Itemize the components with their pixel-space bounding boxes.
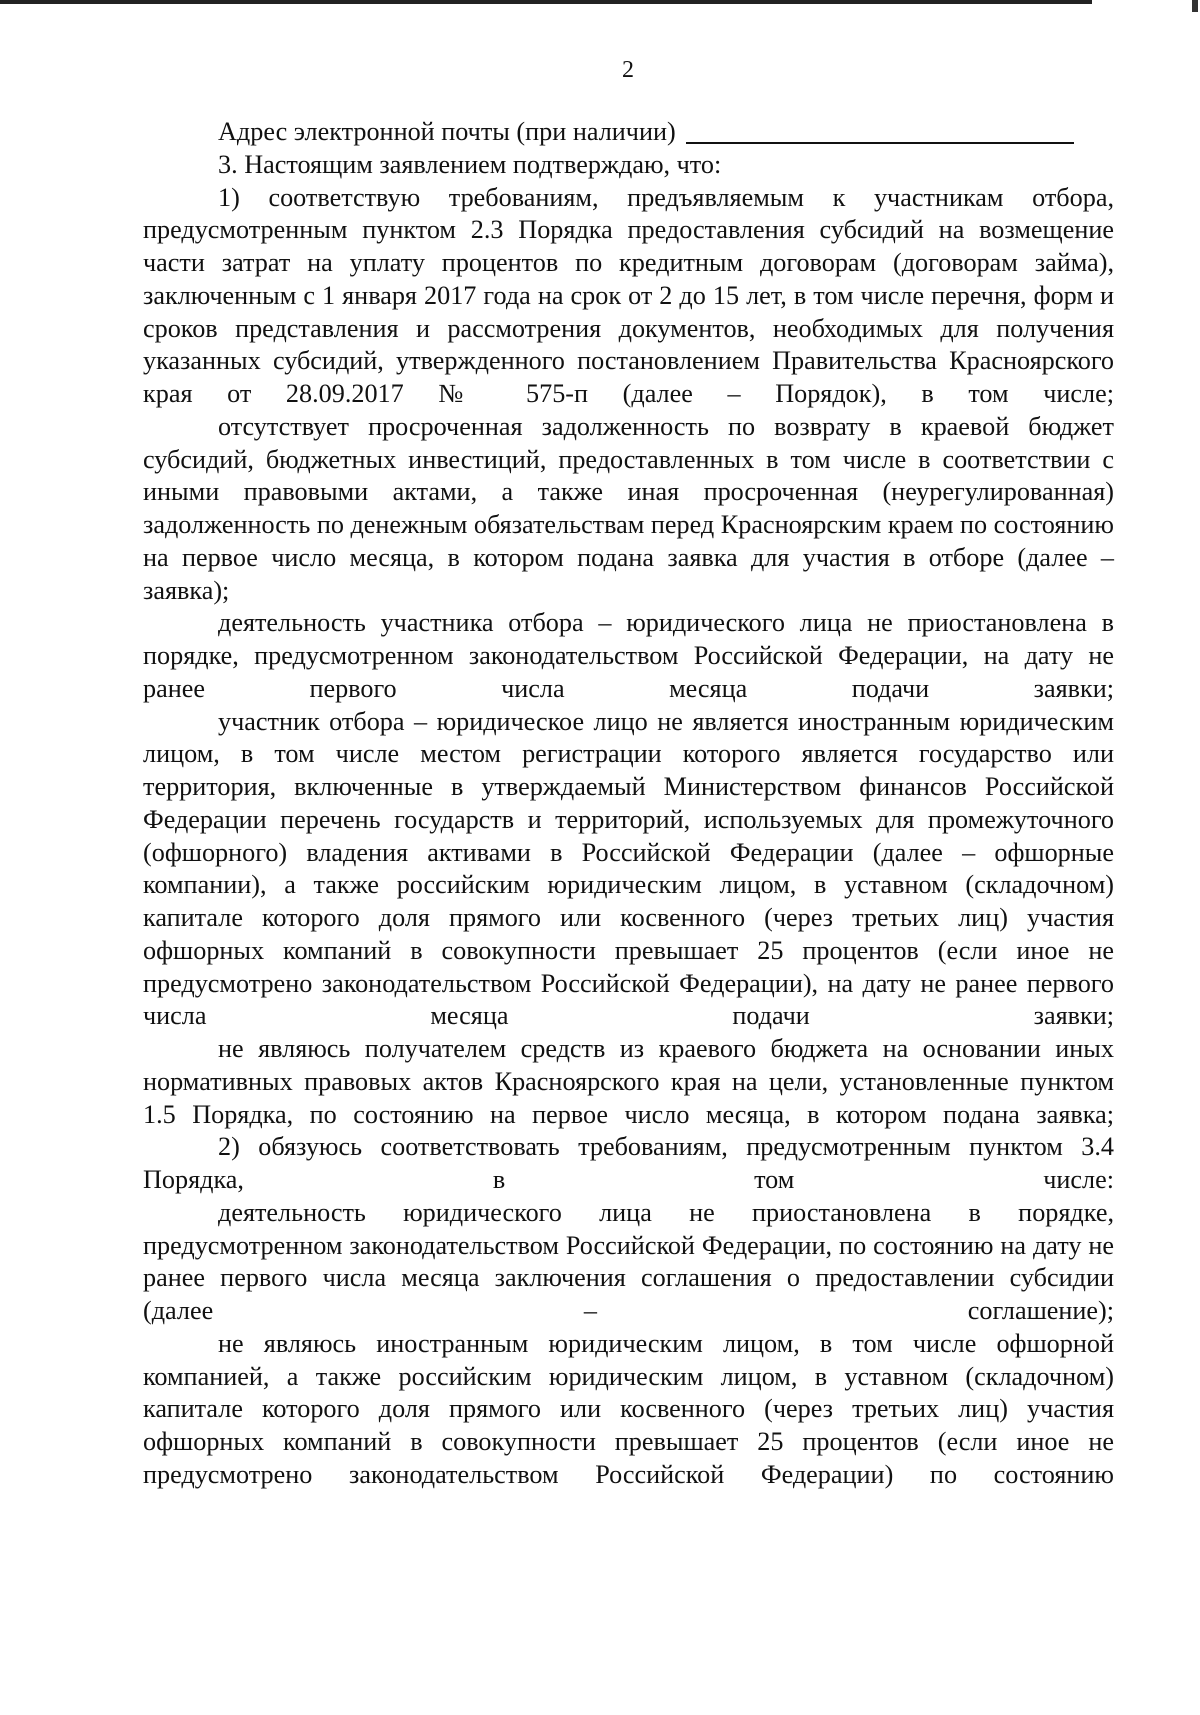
paragraph: 1) соответствую требованиям, предъявляемым к участникам отбора, предусмотренным пунктом 2.3 Порядка предоставления субсидий на возмещение части затрат на уплату процентов по кредитным договорам (договорам займа), заключенным с 1 января 2017 года на срок от 2 до 15 лет, в том числе перечня, форм и сроков представления и рассмотрения документов, необходимых для получения указанных субсидий, утвержденного постановлением Правительства Красноярского края от 28.09.2017 № 575-п (далее – Порядок), в том числе; xyxy=(143,182,1114,408)
paragraph: не являюсь получателем средств из краевого бюджета на основании иных нормативных правовых актов Красноярского края на цели, установленные пунктом 1.5 Порядка, по состоянию на первое число месяца, в котором подана заявка; xyxy=(143,1034,1114,1129)
paragraph: 2) обязуюсь соответствовать требованиям, предусмотренным пунктом 3.4 Порядка, в том числе: xyxy=(143,1132,1114,1194)
email-field-line xyxy=(143,116,1114,149)
email-label: Адрес электронной почты (при наличии) xyxy=(218,117,676,146)
paragraph: деятельность участника отбора – юридического лица не приостановлена в порядке, предусмотренном законодательством Российской Федерации, на дату не ранее первого числа месяца подачи заявки; xyxy=(143,608,1114,703)
document-body xyxy=(143,116,1114,1492)
scan-edge-line xyxy=(0,0,1092,4)
paragraph: не являюсь иностранным юридическим лицом, в том числе офшорной компанией, а также российским юридическим лицом, в уставном (складочном) капитале которого доля прямого или косвенного (через третьих лиц) участия офшорных компаний в совокупности превышает 25 процентов (если иное не предусмотрено законодательством Российской Федерации) по состоянию xyxy=(143,1328,1114,1489)
page-number: 2 xyxy=(622,57,634,83)
email-blank-line xyxy=(686,116,1074,144)
paragraph: деятельность юридического лица не приостановлена в порядке, предусмотренном законодательством Российской Федерации, по состоянию на дату не ранее первого числа месяца заключения соглашения о предоставлении субсидии (далее – соглашение); xyxy=(143,1197,1114,1325)
paragraph: отсутствует просроченная задолженность по возврату в краевой бюджет субсидий, бюджетных инвестиций, предоставленных в том числе в соответствии с иными правовыми актами, а также иная просроченная (неурегулированная) задолженность по денежным обязательствам перед Красноярским краем по состоянию на первое число месяца, в котором подана заявка для участия в отборе (далее – заявка); xyxy=(143,411,1114,605)
paragraph: участник отбора – юридическое лицо не является иностранным юридическим лицом, в том числе местом регистрации которого является государство или территория, включенные в утверждаемый Министерством финансов Российской Федерации перечень государств и территорий, используемых для промежуточного (офшорного) владения активами в Российской Федерации (далее – офшорные компании), а также российским юридическим лицом, в уставном (складочном) капитале которого доля прямого или косвенного (через третьих лиц) участия офшорных компаний в совокупности превышает 25 процентов (если иное не предусмотрено законодательством Российской Федерации), на дату не ранее первого числа месяца подачи заявки; xyxy=(143,706,1114,1031)
scan-corner-mark xyxy=(1192,0,1198,12)
paragraph: 3. Настоящим заявлением подтверждаю, что: xyxy=(218,149,722,179)
